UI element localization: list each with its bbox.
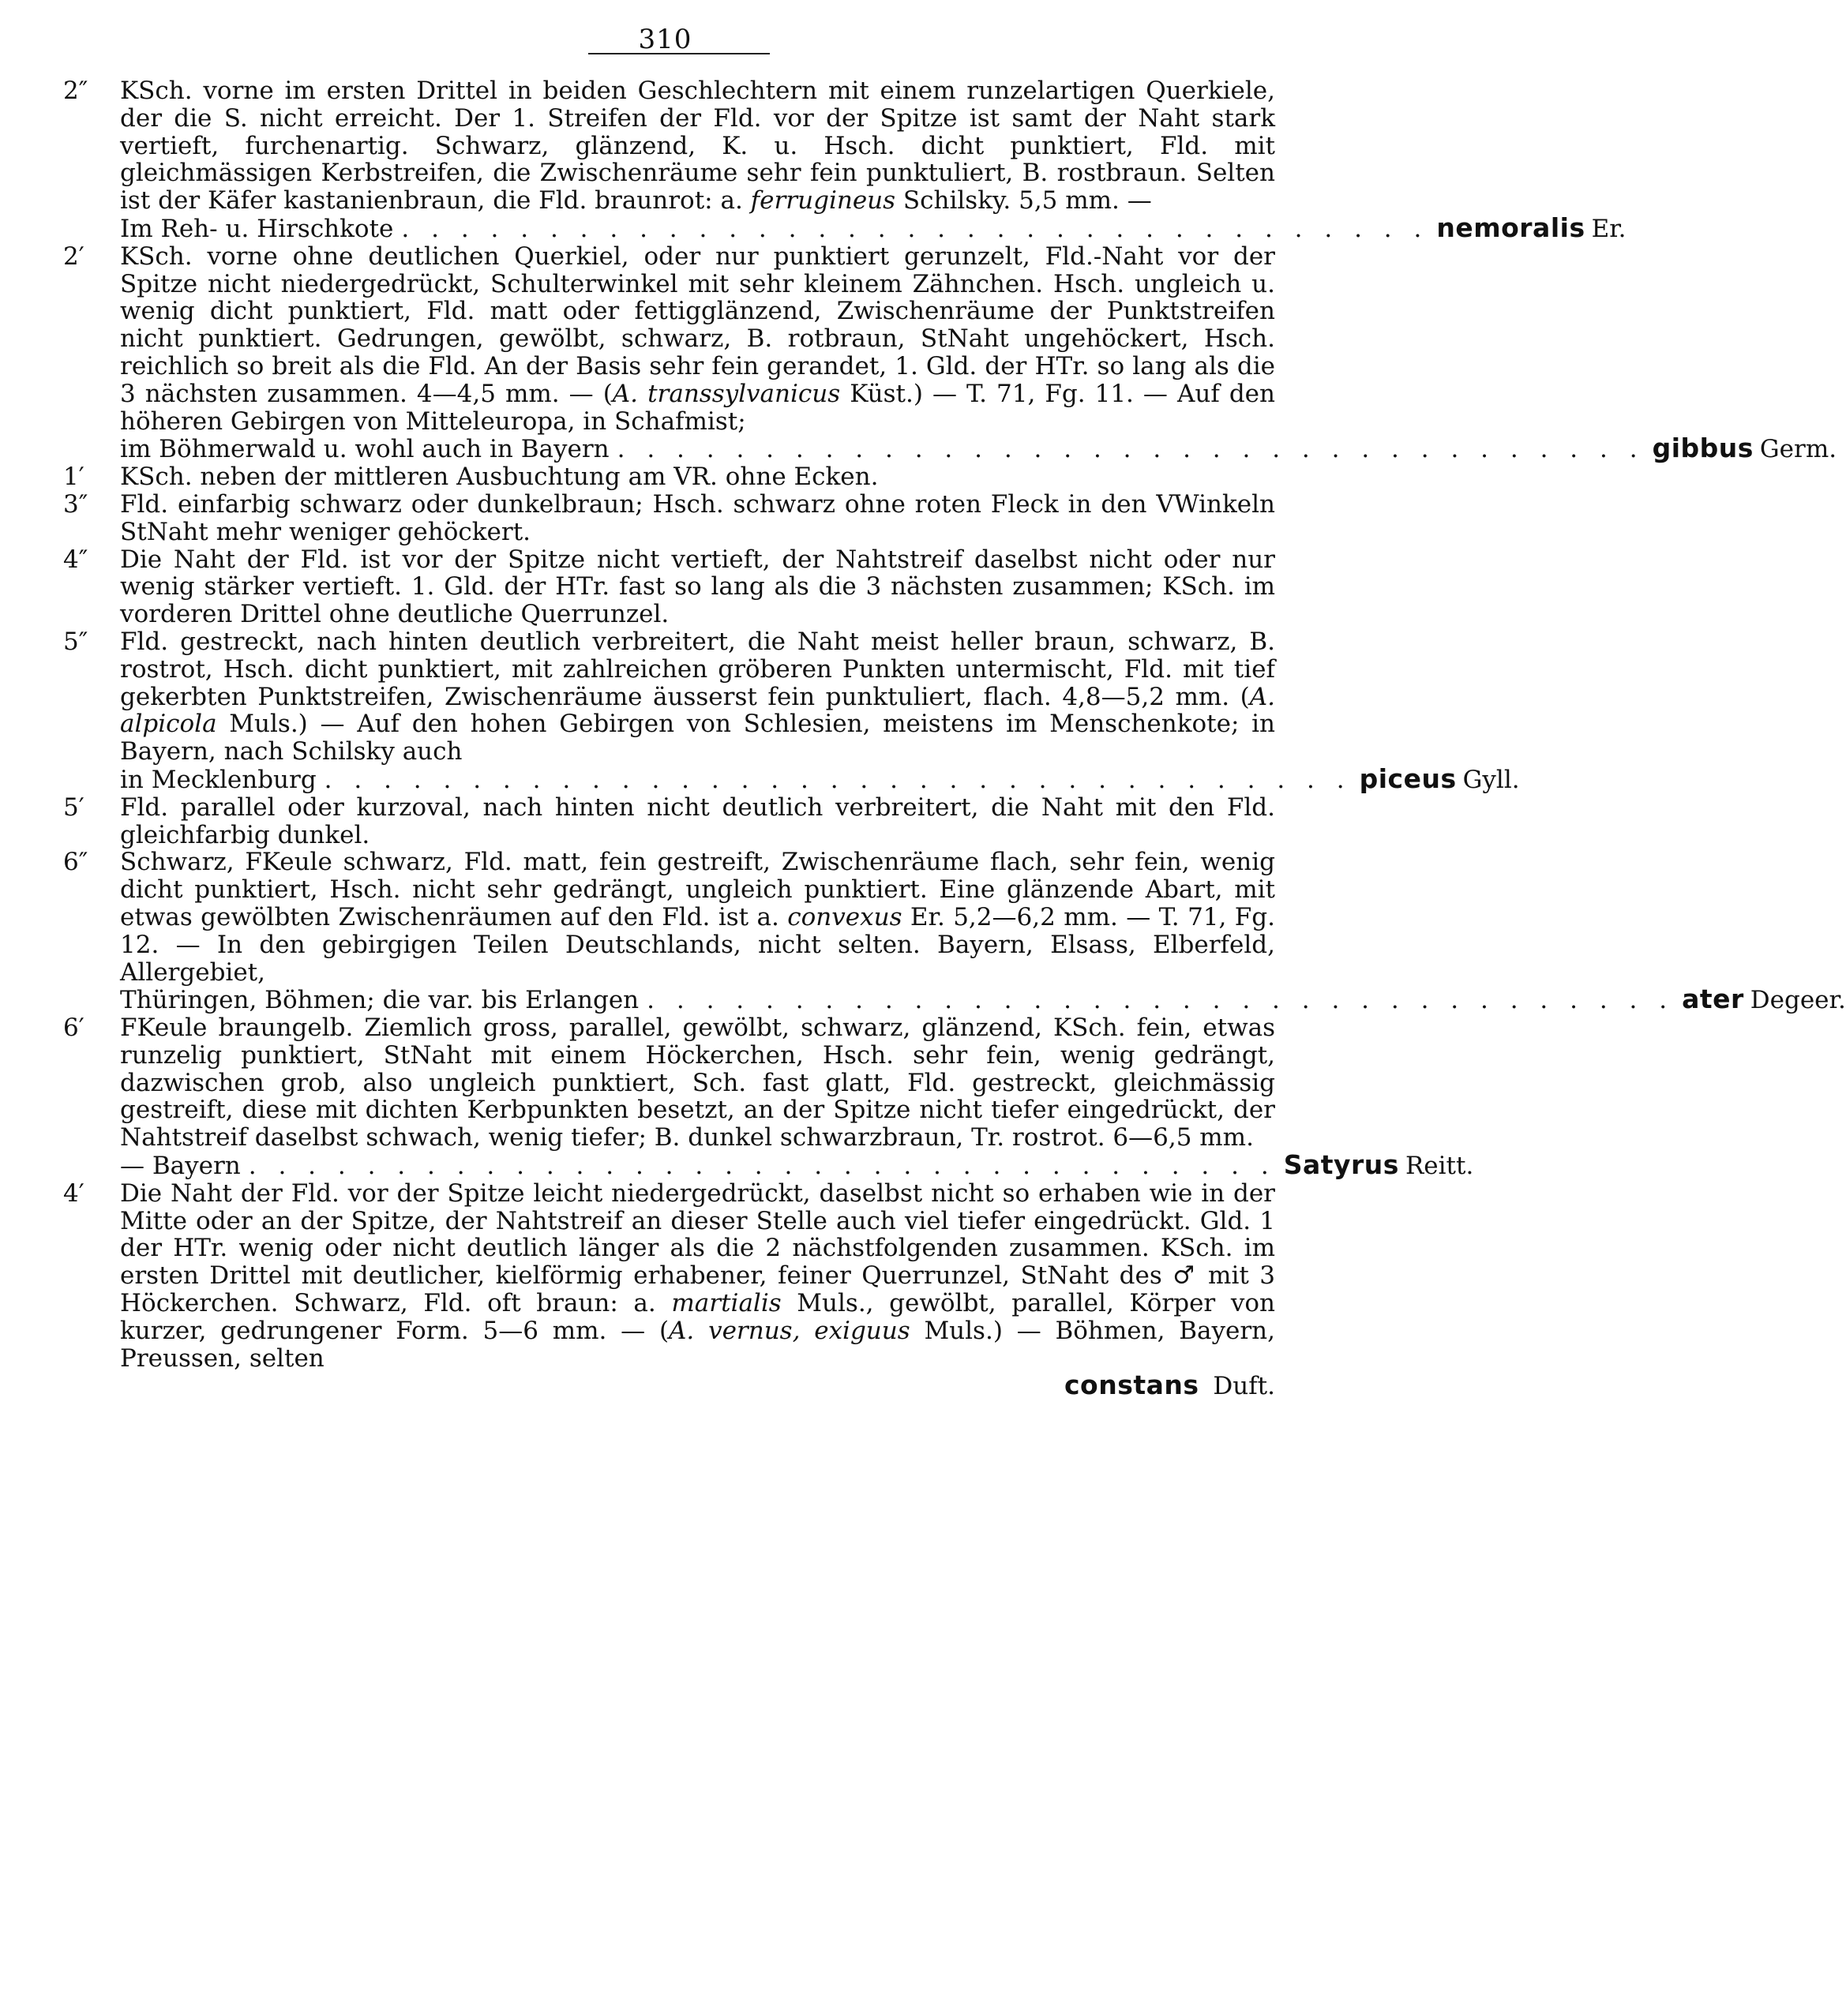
entry-text-continued: Küst.) — T. 71, Fg. 11. — Auf den höheren Gebirgen von Mitteleuropa, in Schafmist; [120, 379, 1275, 436]
entry-text: Schwarz, FKeule schwarz, Fld. matt, fein gestreift, Zwischenräume flach, sehr fein, wenig dicht punktiert, Hsch. nicht sehr gedrängt, ungleich punktiert. Eine glänzende Abart, mit etwas gewölbten Zwischenräumen auf den Fld. ist a. [120, 848, 1275, 931]
species-name: Satyrus [1283, 1149, 1399, 1181]
key-entry [63, 848, 1846, 1015]
species-author: Reitt. [1405, 1152, 1474, 1181]
species-name: gibbus [1652, 433, 1754, 464]
species-name: ater [1682, 984, 1744, 1015]
entry-text-continued: Er. 5,2—6,2 mm. — T. 71, Fg. 12. — In den gebirgigen Teilen Deutschlands, nicht selten. Bayern, Elsass, Elberfeld, Allergebiet, [120, 902, 1275, 987]
habitat-text: in Mecklenburg [120, 765, 317, 794]
entry-text: KSch. vorne im ersten Drittel in beiden Geschlechtern mit einem runzelartigen Querkiele, der die S. nicht erreicht. Der 1. Streifen der Fld. vor der Spitze ist samt der Naht stark vertieft, furchenartig. Schwarz, glänzend, K. u. Hsch. dicht punktiert, Fld. mit gleichmässigen Kerbstreifen, die Zwischenräume sehr fein punktuliert, B. rostbraun. Selten ist der Käfer kastanienbraun, die Fld. braunrot: a. [120, 77, 1275, 215]
species-name: nemoralis [1436, 212, 1585, 243]
species-author: Germ. [1759, 435, 1837, 464]
leader-dots: . . . . . . . . . . . . . . . . . . . . . . . . . . . . . . . . . . . [401, 214, 1429, 243]
entry-text: Fld. parallel oder kurzoval, nach hinten nicht deutlich verbreitert, die Naht mit den Fld. gleichfarbig dunkel. [120, 793, 1275, 849]
key-entry [63, 794, 1275, 849]
entry-marker: 6′ [63, 1014, 84, 1043]
entry-text: Fld. gestreckt, nach hinten deutlich verbreitert, die Naht meist heller braun, schwarz, B. rostrot, Hsch. dicht punktiert, mit zahlreichen gröberen Punkten untermischt, Fld. mit tief gekerbten Punktstreifen, Zwischenräume äusserst fein punktuliert, flach. 4,8—5,2 mm. ( [120, 627, 1275, 711]
entry-marker: 4″ [63, 545, 88, 574]
leader-dots: . . . . . . . . . . . . . . . . . . . . . . . . . . . . . . . . . . . [324, 765, 1352, 794]
entry-text: Fld. einfarbig schwarz oder dunkelbraun; Hsch. schwarz ohne roten Fleck in den VWinkeln StNaht mehr weniger gehöckert. [120, 489, 1275, 546]
entry-marker: 4′ [63, 1178, 84, 1208]
species-author: Degeer. [1750, 986, 1846, 1015]
page-number: 310 [638, 24, 692, 55]
synonym-name: ferrugineus [750, 186, 896, 215]
species-line [120, 433, 1837, 464]
species-author: Duft. [1213, 1372, 1275, 1401]
key-entry [63, 77, 1627, 243]
synonym-name: A. transsylvanicus [612, 379, 841, 408]
key-entry [63, 627, 1520, 794]
habitat-text: Thüringen, Böhmen; die var. bis Erlangen [120, 986, 640, 1015]
species-line [120, 1149, 1474, 1181]
entry-marker: 1′ [63, 463, 84, 492]
entry-text-continued-2: Muls.) — Böhmen, Bayern, Preussen, selten [120, 1316, 1275, 1373]
habitat-text: Im Reh- u. Hirschkote [120, 214, 394, 243]
species-name: piceus [1359, 763, 1457, 794]
entry-marker: 5′ [63, 793, 84, 822]
entry-text-continued: Muls., gewölbt, parallel, Körper von kurzer, gedrungener Form. 5—6 mm. — ( [120, 1289, 1275, 1345]
key-entry [63, 1180, 1275, 1400]
species-name: constans [1064, 1370, 1199, 1401]
leader-dots: . . . . . . . . . . . . . . . . . . . . . . . . . . . . . . . . . . . [647, 986, 1675, 1015]
habitat-text: — Bayern [120, 1152, 241, 1181]
key-entry [63, 463, 1275, 491]
species-line [120, 984, 1846, 1015]
key-entry [63, 1014, 1474, 1181]
entry-text: KSch. vorne ohne deutlichen Querkiel, oder nur punktiert gerunzelt, Fld.-Naht vor der Spitze nicht niedergedrückt, Schulterwinkel mit sehr kleinem Zähnchen. Hsch. ungleich u. wenig dicht punktiert, Fld. matt oder fettigglänzend, Zwischenräume der Punktstreifen nicht punktiert. Gedrungen, gewölbt, schwarz, B. rotbraun, StNaht ungehöckert, Hsch. reichlich so breit als die Fld. An der Basis sehr fein gerandet, 1. Gld. der HTr. so lang als die 3 nächsten zusammen. 4—4,5 mm. — ( [120, 242, 1275, 408]
entry-text: Die Naht der Fld. vor der Spitze leicht niedergedrückt, daselbst nicht so erhaben wie in der Mitte oder an der Spitze, der Nahtstreif an dieser Stelle auch viel tiefer eingedrückt. Gld. 1 der HTr. wenig oder nicht deutlich länger als die 2 nächstfolgenden zusammen. KSch. im ersten Drittel mit deutlicher, kielförmig erhabener, feiner Querrunzel, StNaht des ♂ mit 3 Höckerchen. Schwarz, Fld. oft braun: a. [120, 1178, 1275, 1318]
key-entries [63, 77, 1846, 1401]
species-line [120, 763, 1520, 794]
synonym-name-2: A. vernus, exiguus [669, 1316, 910, 1345]
entry-text-continued: Schilsky. 5,5 mm. — [895, 186, 1152, 215]
synonym-name: martialis [671, 1289, 782, 1318]
synonym-name: A. alpicola [120, 682, 1275, 739]
entry-text: KSch. neben der mittleren Ausbuchtung am VR. ohne Ecken. [120, 463, 879, 492]
entry-text: FKeule braungelb. Ziemlich gross, parallel, gewölbt, schwarz, glänzend, KSch. fein, etwas runzelig punktiert, StNaht mit einem Höckerchen, Hsch. sehr fein, wenig gedrängt, dazwischen grob, also ungleich punktiert, Sch. fast glatt, Fld. gestreckt, gleichmässig gestreift, diese mit dichten Kerbpunkten besetzt, an der Spitze nicht tiefer eingedrückt, der Nahtstreif daselbst schwach, wenig tiefer; B. dunkel schwarzbraun, Tr. rostrot. 6—6,5 mm. [120, 1014, 1275, 1152]
header-rule [588, 53, 770, 54]
leader-dots: . . . . . . . . . . . . . . . . . . . . . . . . . . . . . . . . . . . [248, 1152, 1276, 1181]
species-line [120, 1372, 1275, 1400]
entry-text: Die Naht der Fld. ist vor der Spitze nicht vertieft, der Nahtstreif daselbst nicht oder nur wenig stärker vertieft. 1. Gld. der HTr. fast so lang als die 3 nächsten zusammen; KSch. im vorderen Drittel ohne deutliche Querrunzel. [120, 545, 1275, 629]
key-entry [63, 242, 1837, 464]
key-entry [63, 491, 1275, 546]
synonym-name: convexus [787, 902, 902, 931]
entry-marker: 2″ [63, 77, 88, 105]
entry-marker: 2′ [63, 242, 84, 271]
entry-marker: 3″ [63, 489, 88, 519]
habitat-text: im Böhmerwald u. wohl auch in Bayern [120, 435, 610, 464]
entry-text-continued: Muls.) — Auf den hohen Gebirgen von Schlesien, meistens im Menschenkote; in Bayern, nach Schilsky auch [120, 710, 1275, 766]
species-author: Er. [1591, 214, 1627, 243]
entry-marker: 5″ [63, 627, 88, 656]
leader-dots: . . . . . . . . . . . . . . . . . . . . . . . . . . . . . . . . . . . [617, 435, 1645, 464]
species-author: Gyll. [1462, 765, 1520, 794]
species-line [120, 212, 1627, 243]
entry-marker: 6″ [63, 848, 88, 877]
key-entry [63, 546, 1275, 628]
